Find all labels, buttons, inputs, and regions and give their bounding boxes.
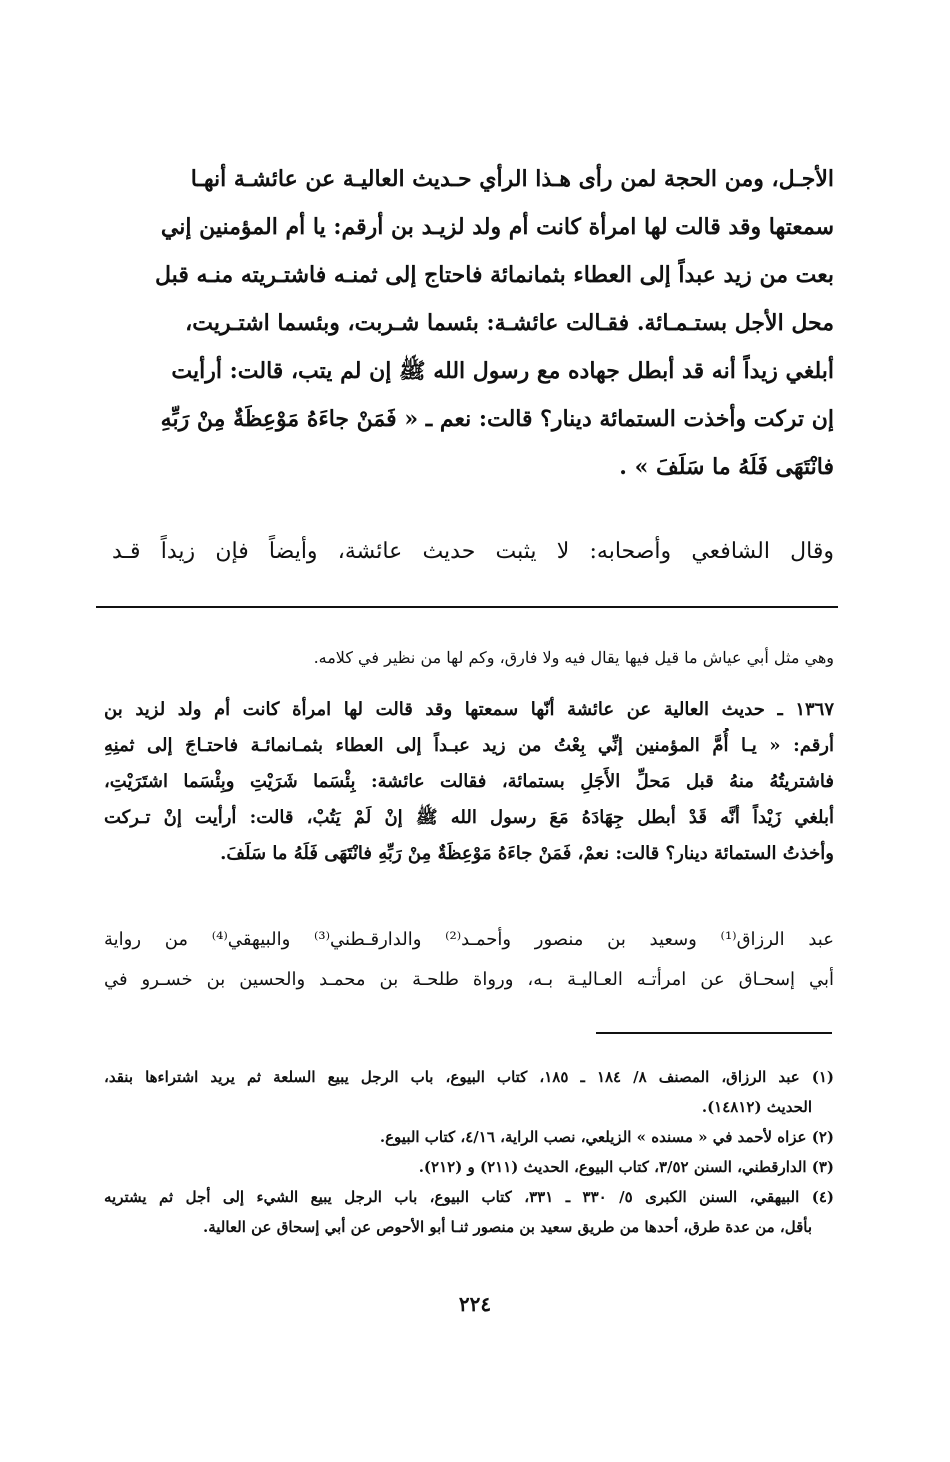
footnote-line: بأقل، من عدة طرق، أحدها من طريق سعيد بن منصور ثنـا أبو الأحوص عن أبي إسحاق عن العالية.: [203, 1218, 812, 1236]
main-text-line: أبلغي زيداً أنه قد أبطل جهاده مع رسول الله ﷺ إن لم يتب، قالت: أرأيت: [171, 358, 834, 384]
footnote-line: (٢) عزاه لأحمد في « مسنده » الزيلعي، نصب الراية، ٤/١٦، كتاب البيوع.: [379, 1128, 834, 1146]
references-line: عبد الرزاق⁽¹⁾ وسعيد بن منصور وأحمـد⁽²⁾ والدارقـطني⁽³⁾ والبيهقي⁽⁴⁾ من رواية: [104, 929, 834, 950]
main-text-line: محل الأجل بستـمـائة. فقـالت عائشـة: بئسما شـربت، وبئسما اشتـريت،: [185, 310, 834, 336]
main-text-line: إن تركت وأخذت الستمائة دينار؟ قالت: نعم ـ « فَمَنْ جاءَهُ مَوْعِظَةٌ مِنْ رَبِّهِ: [160, 406, 834, 432]
commentary-note: [112, 636, 834, 680]
page-number: ٢٢٤: [458, 1292, 492, 1316]
references-paragraph: [104, 920, 834, 1000]
footnote-line: (٣) الدارقطني، السنن ٣/٥٢، كتاب البيوع، الحديث (٢١١) و (٢١٢).: [418, 1158, 834, 1176]
main-text-line: الأجـل، ومن الحجة لمن رأى هـذا الرأي حـديث العاليـة عن عائشـة أنهـا: [190, 166, 834, 192]
main-text-line: فانْتَهَى فَلَهُ ما سَلَفَ » .: [619, 454, 834, 480]
footnotes: [104, 1062, 834, 1242]
shafii-paragraph: [112, 528, 834, 576]
footnote-divider: [596, 1032, 832, 1034]
main-text-line: بعت من زيد عبداً إلى العطاء بثمانمائة فاحتاج إلى ثمنـه فاشتـريته منـه قبل: [155, 262, 834, 288]
footnote-line: (١) عبد الرزاق، المصنف ٨/ ١٨٤ ـ ١٨٥، كتاب البيوع، باب الرجل يبيع السلعة ثم يريد اشتراءها بنقد،: [104, 1068, 834, 1086]
hadith-line: أرقم: « يـا أُمَّ المؤمنين إنِّي بِعْتُ من زيد عبـداً إلى العطاء بثمـانمائـة فاحتـاجَ إلى ثمنِهِ: [104, 735, 834, 756]
references-line: أبي إسحـاق عن امرأتـه العـاليـة بـه، ورواة طلحـة بن محمـد والحسين بن خسـرو في: [104, 969, 834, 990]
hadith-line: وأخذتُ الستمائة دينار؟ قالت: نعمْ، فَمَنْ جاءَهُ مَوْعِظَةٌ مِنْ رَبِّهِ فانْتَهَى فَلَهُ ما سَلَفَ.: [220, 843, 834, 864]
footnote-line: الحديث (١٤٨١٢).: [701, 1098, 812, 1116]
hadith-1367: [104, 692, 834, 872]
footnote-line: (٤) البيهقي، السنن الكبرى ٥/ ٣٣٠ ـ ٣٣١، كتاب البيوع، باب الرجل يبيع الشيء إلى أجل ثم يشتريه: [104, 1188, 834, 1206]
main-text: [108, 155, 834, 491]
commentary-note-line: وهي مثل أبي عياش ما قيل فيها يقال فيه ولا فارق، وكم لها من نظير في كلامه.: [313, 648, 834, 667]
hadith-line: أبلغي زَيْداً أنَّه قَدْ أبطل جِهَادَهُ مَعَ رسول الله ﷺ إنْ لَمْ يَتُبْ، قالت: أرأيت إنْ تـركت: [104, 807, 834, 828]
section-divider: [96, 606, 838, 608]
hadith-line: فاشتريتُهُ منهُ قبل مَحلِّ الأَجَلِ بستمائة، فقالت عائشة: بِئْسَما شَرَيْتِ وبِئْسَما اشتَرَيْتِ،: [104, 771, 834, 792]
shafii-paragraph-line: وقال الشافعي وأصحابه: لا يثبت حديث عائشة، وأيضاً فإن زيداً قـد: [112, 539, 834, 564]
hadith-line: ١٣٦٧ ـ حديث العالية عن عائشة أنّها سمعتها وقد قالت لها امرأة كانت أم ولد لزيد بن: [104, 699, 834, 720]
main-text-line: سمعتها وقد قالت لها امرأة كانت أم ولد لزيـد بن أرقم: يا أم المؤمنين إني: [160, 214, 834, 240]
